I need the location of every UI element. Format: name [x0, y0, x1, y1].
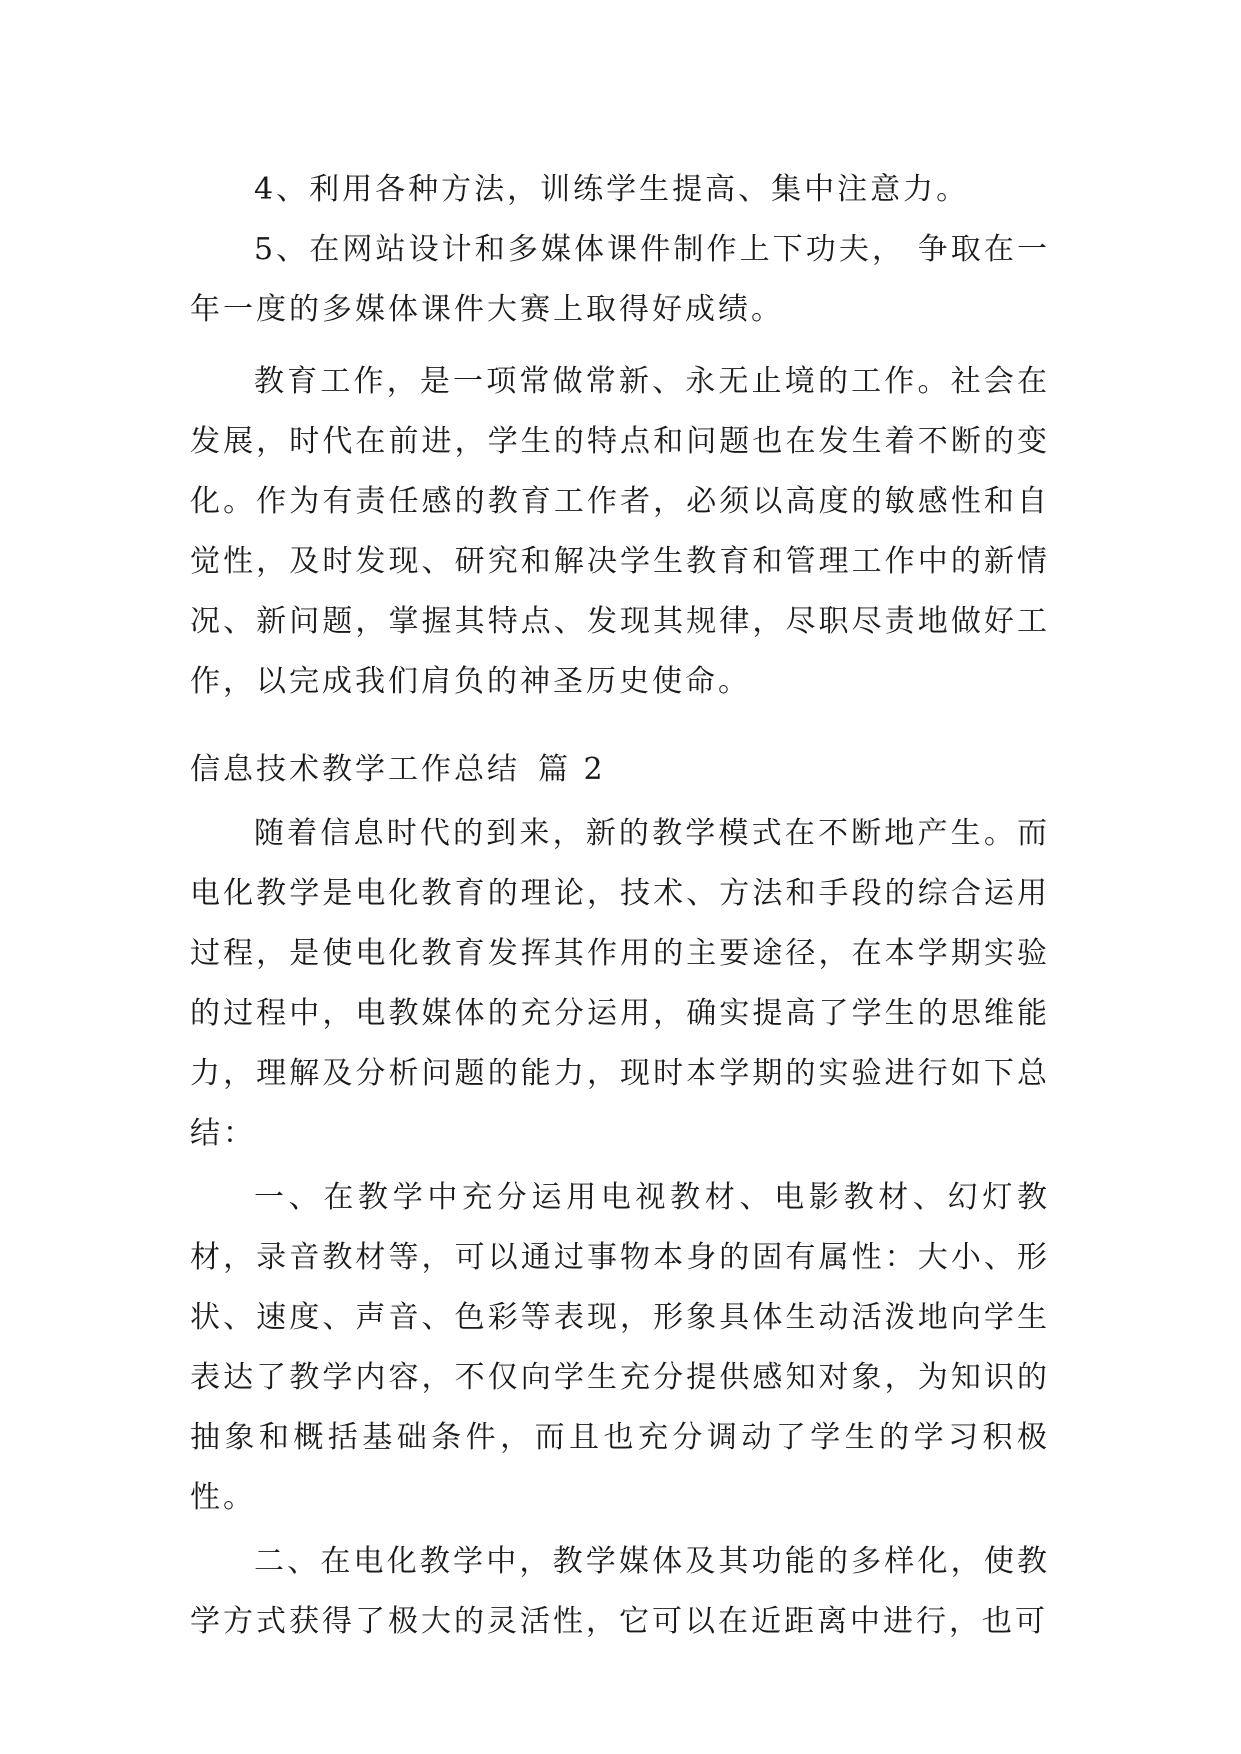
- list-item-5: 5、在网站设计和多媒体课件制作上下功夫， 争取在一年一度的多媒体课件大赛上取得好成绩。: [190, 232, 1050, 327]
- document-page: [190, 160, 1050, 1652]
- closing-paragraph: 教育工作，是一项常做常新、永无止境的工作。社会在发展，时代在前进，学生的特点和问题也在发生着不断的变化。作为有责任感的教育工作者，必须以高度的敏感性和自觉性，及时发现、研究和解决学生教育和管理工作中的新情况、新问题，掌握其特点、发现其规律，尽职尽责地做好工作，以完成我们肩负的神圣历史使命。: [190, 364, 1050, 699]
- section-paragraph-intro: 随着信息时代的到来，新的教学模式在不断地产生。而电化教学是电化教育的理论，技术、方法和手段的综合运用过程，是使电化教育发挥其作用的主要途径，在本学期实验的过程中，电教媒体的充分运用，确实提高了学生的思维能力，理解及分析问题的能力，现时本学期的实验进行如下总结：: [190, 816, 1050, 1151]
- section-paragraph-1: 一、在教学中充分运用电视教材、电影教材、幻灯教材，录音教材等，可以通过事物本身的固有属性：大小、形状、速度、声音、色彩等表现，形象具体生动活泼地向学生表达了教学内容，不仅向学生充分提供感知对象，为知识的抽象和概括基础条件，而且也充分调动了学生的学习积极性。: [190, 1180, 1050, 1515]
- list-item-4: 4、利用各种方法，训练学生提高、集中注意力。: [254, 172, 970, 207]
- section-title: [190, 740, 1050, 800]
- section-paragraph-2: 二、在电化教学中，教学媒体及其功能的多样化，使教学方式获得了极大的灵活性，它可以在近距离中进行，也可: [190, 1544, 1050, 1639]
- section-title-suffix: 篇 2: [538, 752, 606, 787]
- section-title-main: 信息技术教学工作总结: [190, 752, 520, 787]
